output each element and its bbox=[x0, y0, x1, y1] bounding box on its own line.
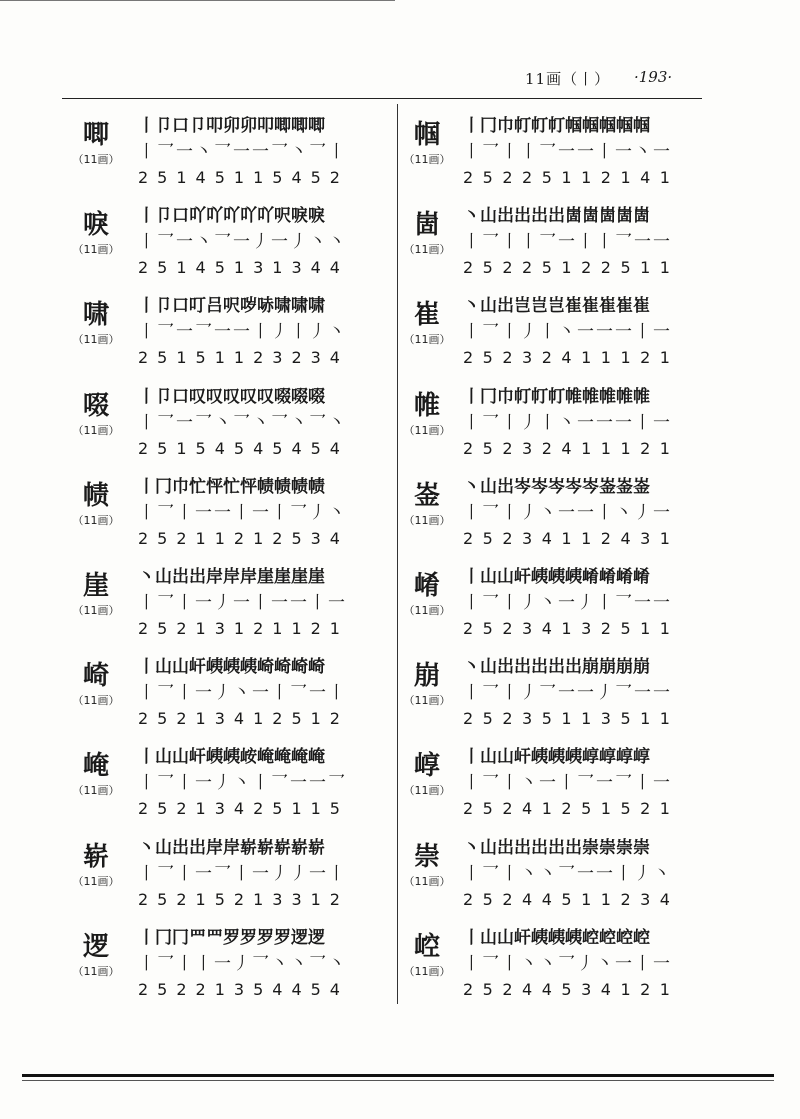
character: 崟 bbox=[413, 480, 440, 511]
character-entry bbox=[395, 379, 735, 469]
stroke-order-block bbox=[463, 385, 723, 461]
stroke-codes: 25145115452 bbox=[138, 168, 349, 187]
stroke-order-block bbox=[463, 204, 723, 280]
stroke-shapes: 丨乛丨一丿一丨一一丨一 bbox=[138, 592, 347, 613]
character: 崞 bbox=[413, 751, 440, 782]
stroke-codes: 25225112141 bbox=[463, 168, 680, 187]
stroke-order-block bbox=[138, 114, 398, 190]
character-heading bbox=[397, 300, 457, 347]
character-entry bbox=[395, 559, 735, 649]
character-entry bbox=[60, 830, 400, 920]
stroke-shapes: 丨乛丨一丿丶丨乛一一乛 bbox=[138, 773, 347, 794]
stroke-count-label: （11画） bbox=[72, 423, 120, 437]
stroke-build-sequence: 丶山岀岀岀岀岀崇崇崇崇 bbox=[463, 837, 650, 858]
character-heading bbox=[397, 210, 457, 257]
stroke-codes: 25213412512 bbox=[138, 709, 349, 729]
stroke-shapes: 丨乛一乛丶乛丶乛丶乛丶 bbox=[138, 412, 347, 433]
character-entry bbox=[395, 108, 735, 198]
stroke-shapes: 丨乛丨丿丶一丿丨乛一一 bbox=[463, 592, 672, 613]
stroke-order-block bbox=[463, 836, 723, 912]
right-column bbox=[395, 108, 735, 1010]
stroke-shapes: 丨乛一乛一一丨丿丨丿丶 bbox=[138, 322, 347, 343]
character-entry bbox=[395, 469, 735, 559]
stroke-build-sequence: 丨山山屽峓峓峖崦崦崦崦 bbox=[138, 747, 325, 768]
stroke-shapes: 丨乛丨丿丨丶一一一丨一 bbox=[463, 322, 672, 343]
stroke-build-sequence: 丨山山屽峓峓峓崆崆崆崆 bbox=[463, 927, 650, 948]
stroke-codes: 25215213312 bbox=[138, 889, 349, 909]
character-entry bbox=[395, 920, 735, 1010]
stroke-count-label: （11画） bbox=[72, 333, 120, 347]
stroke-build-sequence: 丶山岀岀岀岀崮崮崮崮崮 bbox=[463, 206, 650, 227]
character-entry bbox=[60, 559, 400, 649]
stroke-shapes: 丨乛丨丨乛一一丨一丶一 bbox=[463, 142, 672, 162]
stroke-build-sequence: 丶山岀岑岑岑岑岑崟崟崟 bbox=[463, 476, 650, 497]
character-heading bbox=[397, 751, 457, 798]
character: 啸 bbox=[82, 300, 109, 331]
character-heading bbox=[397, 842, 457, 889]
stroke-build-sequence: 丨山山屽峓峓峓崎崎崎崎 bbox=[138, 657, 325, 678]
character-heading bbox=[60, 751, 132, 798]
character-entry bbox=[60, 198, 400, 288]
character: 崔 bbox=[413, 300, 440, 331]
stroke-order-block bbox=[138, 294, 398, 370]
stroke-codes: 25213121121 bbox=[138, 618, 349, 638]
character: 崭 bbox=[82, 841, 109, 872]
stroke-codes: 25244534121 bbox=[463, 979, 680, 999]
stroke-shapes: 丨乛丨丿乛一一丿乛一一 bbox=[463, 683, 672, 704]
character-heading bbox=[397, 391, 457, 438]
character-entry bbox=[60, 469, 400, 559]
header-rule bbox=[62, 98, 702, 99]
stroke-count-label: （11画） bbox=[403, 333, 451, 347]
stroke-shapes: 丨乛丨一一丨一丨乛丿丶 bbox=[138, 502, 347, 523]
character-entry bbox=[60, 649, 400, 739]
character-heading bbox=[397, 120, 457, 167]
character-heading bbox=[60, 842, 132, 889]
stroke-order-block bbox=[138, 836, 398, 912]
stroke-codes: 25154545454 bbox=[138, 438, 349, 458]
stroke-codes: 25235113511 bbox=[463, 709, 680, 729]
character-entry bbox=[60, 739, 400, 829]
stroke-count-label: （11画） bbox=[72, 603, 120, 617]
stroke-count-label: （11画） bbox=[403, 243, 451, 257]
stroke-order-block bbox=[463, 745, 723, 821]
character: 帷 bbox=[413, 390, 440, 421]
character-entry bbox=[395, 739, 735, 829]
character-entry bbox=[60, 108, 400, 198]
stroke-count-label: （11画） bbox=[403, 423, 451, 437]
character-entry bbox=[395, 288, 735, 378]
page-header bbox=[0, 66, 800, 94]
character: 崩 bbox=[413, 661, 440, 692]
stroke-codes: 25232411121 bbox=[463, 438, 680, 458]
stroke-order-block bbox=[138, 926, 398, 1002]
stroke-count-label: （11画） bbox=[72, 874, 120, 888]
character: 崦 bbox=[82, 751, 109, 782]
stroke-order-block bbox=[138, 475, 398, 551]
character: 崇 bbox=[413, 841, 440, 872]
stroke-count-label: （11画） bbox=[72, 153, 120, 166]
stroke-build-sequence: 丨卩口叹叹叹叹叹啜啜啜 bbox=[138, 386, 325, 407]
character-heading bbox=[60, 932, 132, 979]
stroke-shapes: 丨乛丨丶一丨乛一乛丨一 bbox=[463, 773, 672, 794]
character: 啜 bbox=[82, 390, 109, 421]
stroke-codes: 25234112431 bbox=[463, 528, 680, 548]
stroke-build-sequence: 丨卩口叮吕呎哕哧啸啸啸 bbox=[138, 296, 325, 317]
stroke-count-label: （11画） bbox=[403, 964, 451, 978]
character: 崎 bbox=[82, 661, 109, 692]
stroke-codes: 25232411121 bbox=[463, 348, 680, 368]
character-entry bbox=[60, 379, 400, 469]
character-entry bbox=[60, 920, 400, 1010]
stroke-shapes: 丨乛丨一乛丨一丿丿一丨 bbox=[138, 863, 347, 884]
stroke-order-block bbox=[463, 294, 723, 370]
stroke-order-block bbox=[138, 565, 398, 641]
character: 逻 bbox=[82, 931, 109, 962]
stroke-codes: 25234132511 bbox=[463, 618, 680, 638]
stroke-order-block bbox=[138, 745, 398, 821]
stroke-build-sequence: 丶山岀岀岀岀岀崩崩崩崩 bbox=[463, 657, 650, 678]
stroke-order-block bbox=[138, 204, 398, 280]
stroke-build-sequence: 丨冂巾帄帄帄帼帼帼帼帼 bbox=[463, 116, 650, 136]
stroke-codes: 25244511234 bbox=[463, 889, 680, 909]
character-heading bbox=[60, 481, 132, 528]
stroke-count-label: （11画） bbox=[403, 153, 451, 166]
stroke-count-label: （11画） bbox=[403, 784, 451, 798]
character: 崤 bbox=[413, 570, 440, 601]
footer-rule-thin bbox=[22, 1080, 774, 1081]
stroke-count-label: （11画） bbox=[403, 694, 451, 708]
character-entry bbox=[60, 288, 400, 378]
stroke-count-label: （11画） bbox=[72, 784, 120, 798]
stroke-codes: 25213425115 bbox=[138, 799, 349, 819]
stroke-count-label: （11画） bbox=[72, 964, 120, 978]
stroke-count-label: （11画） bbox=[403, 603, 451, 617]
stroke-build-sequence: 丨冂巾忙怦忙怦帻帻帻帻 bbox=[138, 476, 325, 497]
stroke-order-block bbox=[138, 655, 398, 731]
stroke-order-block bbox=[463, 475, 723, 551]
stroke-shapes: 丨乛丨丿丶一一丨丶丿一 bbox=[463, 502, 672, 523]
character-heading bbox=[397, 481, 457, 528]
top-edge-rule bbox=[0, 0, 395, 1]
stroke-shapes: 丨乛一丶乛一丿一丿丶丶 bbox=[138, 232, 347, 253]
stroke-build-sequence: 丶山岀岀岸岸崭崭崭崭崭 bbox=[138, 837, 325, 858]
stroke-count-label: （11画） bbox=[72, 243, 120, 257]
stroke-build-sequence: 丨卩口卩叩卯卯叩唧唧唧 bbox=[138, 116, 325, 136]
character: 崖 bbox=[82, 570, 109, 601]
stroke-count-label: （11画） bbox=[403, 874, 451, 888]
character-entry bbox=[395, 198, 735, 288]
stroke-build-sequence: 丨山山屽峓峓峓崤崤崤崤 bbox=[463, 566, 650, 587]
stroke-order-block bbox=[138, 385, 398, 461]
stroke-order-block bbox=[463, 655, 723, 731]
character-heading bbox=[397, 571, 457, 618]
stroke-build-sequence: 丨卩口吖吖吖吖吖呎唳唳 bbox=[138, 206, 325, 227]
character-entry bbox=[395, 649, 735, 739]
stroke-order-block bbox=[463, 114, 723, 190]
stroke-order-block bbox=[463, 926, 723, 1002]
stroke-shapes: 丨乛丨丶丶乛丿丶一丨一 bbox=[463, 953, 672, 974]
character: 唳 bbox=[82, 210, 109, 241]
character-heading bbox=[60, 120, 132, 167]
stroke-count-label: （11画） bbox=[403, 513, 451, 527]
stroke-shapes: 丨乛丨一丿丶一丨乛一丨 bbox=[138, 683, 347, 704]
stroke-codes: 25211212534 bbox=[138, 528, 349, 548]
character: 帼 bbox=[413, 120, 440, 150]
stroke-build-sequence: 丨冂巾帄帄帄帷帷帷帷帷 bbox=[463, 386, 650, 407]
character: 帻 bbox=[82, 480, 109, 511]
left-column bbox=[60, 108, 400, 1010]
character-heading bbox=[397, 661, 457, 708]
stroke-build-sequence: 丶山岀岂岂岂崔崔崔崔崔 bbox=[463, 296, 650, 317]
footer-rule bbox=[22, 1074, 774, 1077]
stroke-build-sequence: 丶山岀岀岸岸岸崖崖崖崖 bbox=[138, 566, 325, 587]
character-heading bbox=[60, 661, 132, 708]
stroke-shapes: 丨乛丨丨乛一丨丨乛一一 bbox=[463, 232, 672, 253]
stroke-codes: 25151123234 bbox=[138, 348, 349, 368]
stroke-codes: 25241251521 bbox=[463, 799, 680, 819]
stroke-build-sequence: 丨山山屽峓峓峓崞崞崞崞 bbox=[463, 747, 650, 768]
character: 崆 bbox=[413, 931, 440, 962]
stroke-codes: 25221354454 bbox=[138, 979, 349, 999]
section-title: 11画（丨） bbox=[525, 70, 611, 88]
stroke-shapes: 丨乛丨丿丨丶一一一丨一 bbox=[463, 412, 672, 433]
character-heading bbox=[60, 571, 132, 618]
character-heading bbox=[60, 300, 132, 347]
character: 唧 bbox=[82, 120, 109, 150]
stroke-shapes: 丨乛一丶乛一一乛丶乛丨 bbox=[138, 142, 347, 162]
stroke-count-label: （11画） bbox=[72, 694, 120, 708]
stroke-order-block bbox=[463, 565, 723, 641]
stroke-shapes: 丨乛丨丶丶乛一一丨丿丶 bbox=[463, 863, 672, 884]
stroke-build-sequence: 丨冂冂罒罒罗罗罗罗逻逻 bbox=[138, 927, 325, 948]
page-number: ·193· bbox=[634, 68, 673, 86]
character-heading bbox=[60, 391, 132, 438]
stroke-codes: 25225122511 bbox=[463, 258, 680, 278]
stroke-codes: 25145131344 bbox=[138, 258, 349, 278]
character: 崮 bbox=[413, 210, 440, 241]
character-entry bbox=[395, 830, 735, 920]
character-heading bbox=[60, 210, 132, 257]
stroke-count-label: （11画） bbox=[72, 513, 120, 527]
character-heading bbox=[397, 932, 457, 979]
stroke-shapes: 丨乛丨丨一丿乛丶丶乛丶 bbox=[138, 953, 347, 974]
